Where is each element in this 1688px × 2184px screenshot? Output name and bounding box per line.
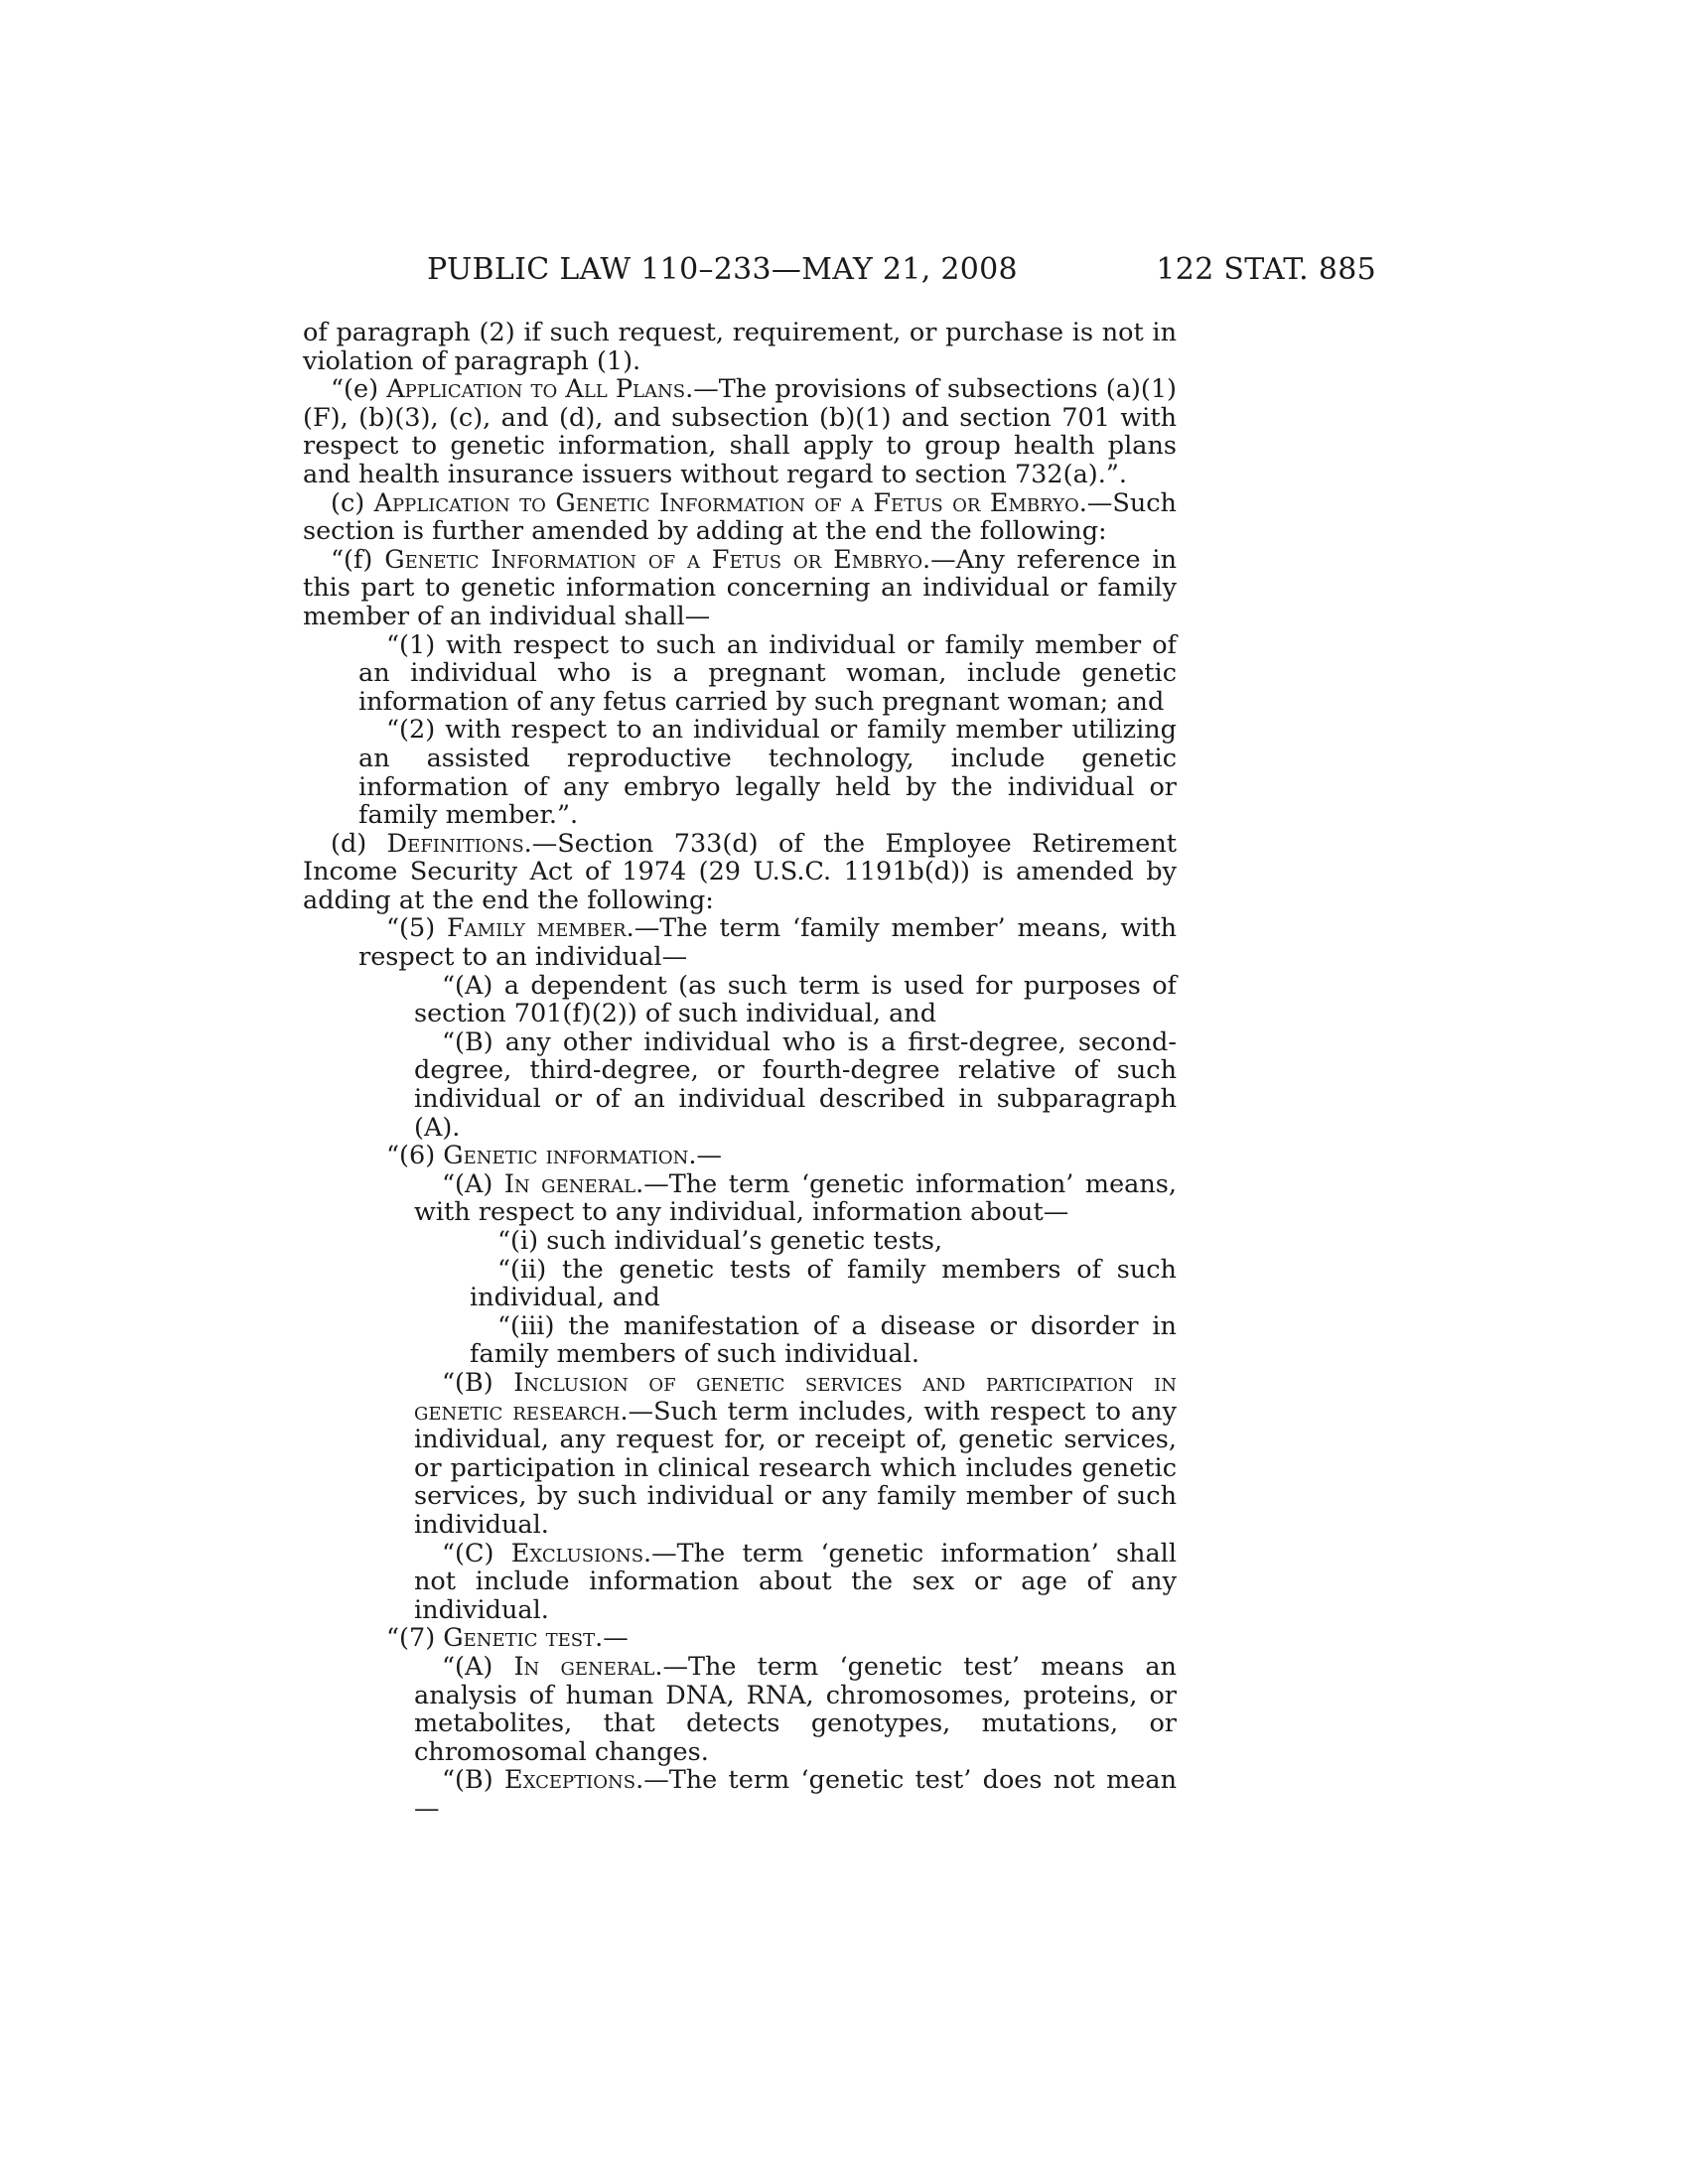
subsection-f-fetus-embryo: “(f) Genetic Information of a Fetus or Embryo.—Any reference in this part to genetic information concerning an individual or family member of an individual shall— [303,544,1178,631]
subparagraph-5b-relative: “(B) any other individual who is a first-degree, second-degree, third-degree, or fourth-degree relative of such individual or of an individual described in subparagraph (A). [414,1026,1177,1143]
subparagraph-6a-in-general: “(A) In general.—The term ‘genetic information’ means, with respect to any individual, information about— [414,1168,1177,1228]
subsection-c-fetus-embryo: (c) Application to Genetic Information of a Fetus or Embryo.—Such section is further amended by adding at the end the following: [303,487,1177,547]
paragraph-2-assisted-reproduction: “(2) with respect to an individual or family member utilizing an assisted reproductive technology, include genetic information of any embryo legally held by the individual or family member.”. [358,715,1178,831]
clause-i-genetic-tests: “(i) such individual’s genetic tests, [497,1226,943,1256]
page-header [298,250,1376,290]
subparagraph-7b-exceptions: “(B) Exceptions.—The term ‘genetic test’ does not mean— [414,1765,1177,1824]
document-body [303,319,1177,1823]
subsection-d-definitions: (d) Definitions.—Section 733(d) of the Employee Retirement Income Security Act of 1974 (29 U.S.C. 1191b(d)) is amended by adding at the end the following: [303,828,1178,915]
paragraph-5-family-member: “(5) Family member.—The term ‘family member’ means, with respect to an individual— [358,913,1177,973]
paragraph-1-pregnant-woman: “(1) with respect to such an individual or family member of an individual who is a pregnant woman, include genetic information of any fetus carried by such pregnant woman; and [358,629,1177,717]
subsection-e-application-to-all-plans: “(e) Application to All Plans.—The provisions of subsections (a)(1)(F), (b)(3), (c), and (d), and subsection (b)(1) and section 701 with respect to genetic information, shall apply to group health plans and health insurance issuers without regard to section 732(a).”. [303,374,1177,489]
subparagraph-6c-exclusions: “(C) Exclusions.—The term ‘genetic information’ shall not include information about the sex or age of any individual. [414,1538,1177,1625]
paragraph-7-genetic-test: “(7) Genetic test.— [386,1623,629,1654]
subparagraph-7a-in-general: “(A) In general.—The term ‘genetic test’ means an analysis of human DNA, RNA, chromosomes, proteins, or metabolites, that detects genotypes, mutations, or chromosomal changes. [414,1651,1177,1767]
statute-page-number: 122 STAT. 885 [1156,252,1376,287]
running-head-title: PUBLIC LAW 110–233—MAY 21, 2008 [427,252,1018,287]
clause-ii-family-genetic-tests: “(ii) the genetic tests of family members of such individual, and [470,1254,1177,1313]
paragraph-continuation: of paragraph (2) if such request, requirement, or purchase is not in violation of paragraph (1). [303,318,1177,376]
subparagraph-6b-genetic-services: “(B) Inclusion of genetic services and participation in genetic research.—Such term includes, with respect to any individual, any request for, or receipt of, genetic services, or participation in clinical research which includes genetic services, by such individual or any family member of such individual. [414,1367,1178,1540]
clause-iii-manifestation: “(iii) the manifestation of a disease or disorder in family members of such individual. [470,1310,1177,1370]
subparagraph-5a-dependent: “(A) a dependent (as such term is used for purposes of section 701(f)(2)) of such individual, and [414,970,1177,1029]
paragraph-6-genetic-information: “(6) Genetic information.— [386,1141,722,1171]
